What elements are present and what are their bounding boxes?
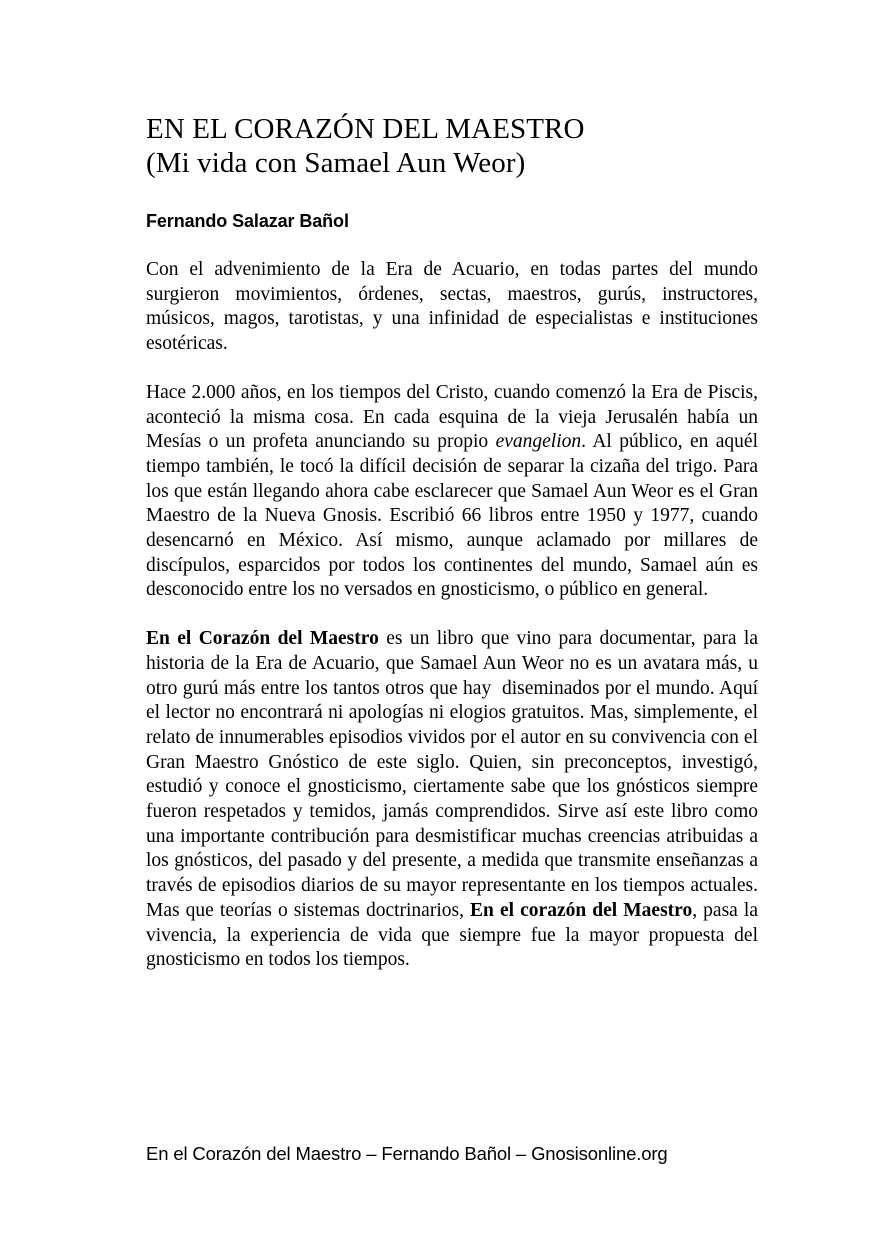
page-subtitle: (Mi vida con Samael Aun Weor) <box>146 147 526 179</box>
body-text <box>146 232 763 973</box>
text-run: . Al público, en aquél tiempo también, le tocó la difícil decisión de separar la cizaña del trigo. Para los que están llegando ahora cabe esclarecer que Samael Aun Weor es el Gran Maestro de la Nueva Gnosis. Escribió 66 libros entre 1950 y 1977, cuando desencarnó en México. Así mismo, aunque aclamado por millares de discípulos, esparcidos por todos los continentes del mundo, Samael aún es desconocido entre los no versados en gnosticismo, o público en general. <box>146 431 763 601</box>
author-name: Fernando Salazar Bañol <box>146 211 349 231</box>
page-footer: En el Corazón del Maestro – Fernando Bañol – Gnosisonline.org <box>146 1143 668 1164</box>
paragraph-1 <box>146 232 763 357</box>
emphasis-bold: En el corazón del Maestro <box>470 899 693 921</box>
text-run: Con el advenimiento de la Era de Acuario, en todas partes del mundo surgieron movimientos, órdenes, sectas, maestros, gurús, instructores, músicos, magos, tarotistas, y una infinidad de especialistas e instituciones esotéricas. <box>146 259 763 355</box>
emphasis-italic: evangelion <box>495 431 582 453</box>
paragraph-3 <box>146 603 763 973</box>
text-run: es un libro que vino para documentar, para la historia de la Era de Acuario, que Samael Aun Weor no es un avatara más, u otro gurú más entre los tantos otros que hay diseminados por el mundo. Aquí el lector no encontrará ni apologías ni elogios gratuitos. Mas, simplemente, el relato de innumerables episodios vividos por el autor en su convivencia con el Gran Maestro Gnóstico de este siglo. Quien, sin preconceptos, investigó, estudió y conoce el gnosticismo, ciertamente sabe que los gnósticos siempre fueron respetados y temidos, jamás comprendidos. Sirve así este libro como una importante contribución para desmistificar muchas creencias atribuidas a los gnósticos, del pasado y del presente, a medida que transmite enseñanzas a través de episodios diarios de su mayor representante en los tiempos actuales. Mas que teorías o sistemas doctrinarios, <box>146 628 763 921</box>
text-run: Hace 2.000 años, en los tiempos del Cristo, cuando comenzó la Era de Piscis, aconteció la misma cosa. En cada esquina de la vieja Jerusalén había un Mesías o un profeta anunciando su propio <box>146 381 763 453</box>
paragraph-2 <box>146 357 763 603</box>
page-title: EN EL CORAZÓN DEL MAESTRO <box>146 113 585 145</box>
text-run: , pasa la vivencia, la experiencia de vida que siempre fue la mayor propuesta del gnosticismo en todos los tiempos. <box>146 899 763 971</box>
emphasis-bold: En el Corazón del Maestro <box>146 628 379 650</box>
document-content-column <box>146 0 763 973</box>
